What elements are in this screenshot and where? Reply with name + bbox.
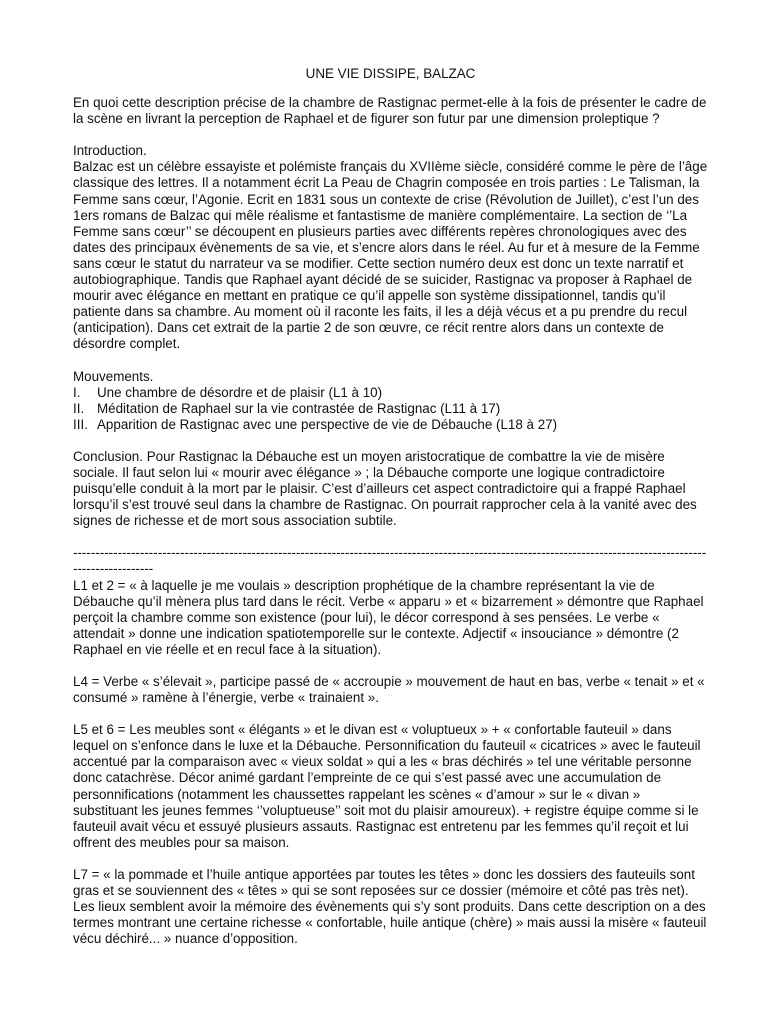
analysis-paragraph-l7: L7 = « la pommade et l’huile antique apportées par toutes les têtes » donc les dossiers des fauteuils sont gras et se souviennent des « têtes » qui se sont reposées sur ce dossier (mémoire et côté pas très net). Les lieux semblent avoir la mémoire des évènements qui s’y sont produits. Dans cette description on a des termes montrant une certaine richesse « confortable, huile antique (chère) » mais aussi la misère « fauteuil vécu déchiré... » nuance d’opposition. [73,866,707,947]
movement-number: I. [73,384,81,400]
analysis-paragraph-l5-6: L5 et 6 = Les meubles sont « élégants » et le divan est « voluptueux » + « confortable fauteuil » dans lequel on s’enfonce dans le luxe et la Débauche. Personnification du fauteuil « cicatrices » avec le fauteuil accentué par la comparaison avec « vieux soldat » qui a les « bras déchirés » tel une véritable personne donc catachrèse. Décor animé gardant l’empreinte de ce qui s’est passé avec une accumulation de personnifications (notamment les chaussettes rappelant les scènes « d’amour » sur le « divan » substituant les jeunes femmes ‘’voluptueuse’’ soit mot du plaisir amoureux). + registre équipe comme si le fauteuil avait vécu et essuyé plusieurs assauts. Rastignac est entretenu par les femmes qu’il reçoit et lui offrent des meubles pour sa maison. [73,722,701,850]
movement-number: II. [73,400,85,416]
introduction-heading: Introduction. [73,143,147,159]
problematic-question: En quoi cette description précise de la chambre de Rastignac permet-elle à la fois de présenter le cadre de la scène en livrant la perception de Raphael et de figurer son futur par une dimension proleptique ? [73,95,707,127]
movement-item [73,385,708,401]
introduction-section [73,143,708,352]
movements-list [73,385,708,433]
movement-number: III. [73,416,88,432]
movement-item [73,401,708,417]
conclusion-text: Conclusion. Pour Rastignac la Débauche est un moyen aristocratique de combattre la vie de misère sociale. Il faut selon lui « mourir avec élégance » ; la Débauche comporte une logique contradictoire puisqu’elle conduit à la mort par le plaisir. C’est d’ailleurs cet aspect contradictoire qui a frappé Raphael lorsqu’il s’est trouvé seul dans la chambre de Rastignac. On pourrait rapprocher cela à la vanité avec des signes de richesse et de mort sous association subtile. [73,448,697,529]
movement-text: Apparition de Rastignac avec une perspective de vie de Débauche (L18 à 27) [97,416,558,432]
movements-section [73,369,708,433]
separator-line: ---------------------------------------------------------------------------------------------------------------------------------------------------------------- [73,545,707,577]
analysis-paragraph-l4: L4 = Verbe « s’élevait », participe passé de « accroupie » mouvement de haut en bas, verbe « tenait » et « consumé » ramène à l’énergie, verbe « trainaient ». [73,674,705,706]
introduction-text: Balzac est un célèbre essayiste et polémiste français du XVIIème siècle, considéré comme le père de l’âge classique des lettres. Il a notamment écrit La Peau de Chagrin composée en trois parties : Le Talisman, la Femme sans cœur, l’Agonie. Ecrit en 1831 sous un contexte de crise (Révolution de Juillet), c’est l’un des 1ers romans de Balzac qui mêle réalisme et fantastisme de manière complémentaire. La section de ‘’La Femme sans cœur’’ se découpent en plusieurs parties avec différents repères chronologiques avec des dates des principaux évènements de sa vie, et s’encre alors dans le réel. Au fur et à mesure de la Femme sans cœur le statut du narrateur va se modifier. Cette section numéro deux est donc un texte narratif et autobiographique. Tandis que Raphael ayant décidé de se suicider, Rastignac va proposer à Raphael de mourir avec élégance en mettant en pratique ce qu’il appelle son système dissipationnel, tandis qu’il patiente dans sa chambre. Au moment où il raconte les faits, il les a déjà vécus et a pu prendre du recul (anticipation). Dans cet extrait de la partie 2 de son œuvre, ce récit rentre alors dans un contexte de désordre complet. [73,159,708,352]
movement-text: Méditation de Raphael sur la vie contrastée de Rastignac (L11 à 17) [97,400,501,416]
document-title: UNE VIE DISSIPE, BALZAC [305,66,476,81]
analysis-paragraph-l1-2: L1 et 2 = « à laquelle je me voulais » description prophétique de la chambre représentant la vie de Débauche qu’il mènera plus tard dans le récit. Verbe « apparu » et « bizarrement » démontre que Raphael perçoit la chambre comme son existence (pour lui), le décor correspond à ses pensées. Le verbe « attendait » donne une indication spatiotemporelle sur le contexte. Adjectif « insouciance » démontre (2 Raphael en vie réelle et en recul face à la situation). [73,577,704,657]
movement-item [73,417,708,433]
movements-heading: Mouvements. [73,368,154,384]
movement-text: Une chambre de désordre et de plaisir (L1 à 10) [97,384,383,400]
